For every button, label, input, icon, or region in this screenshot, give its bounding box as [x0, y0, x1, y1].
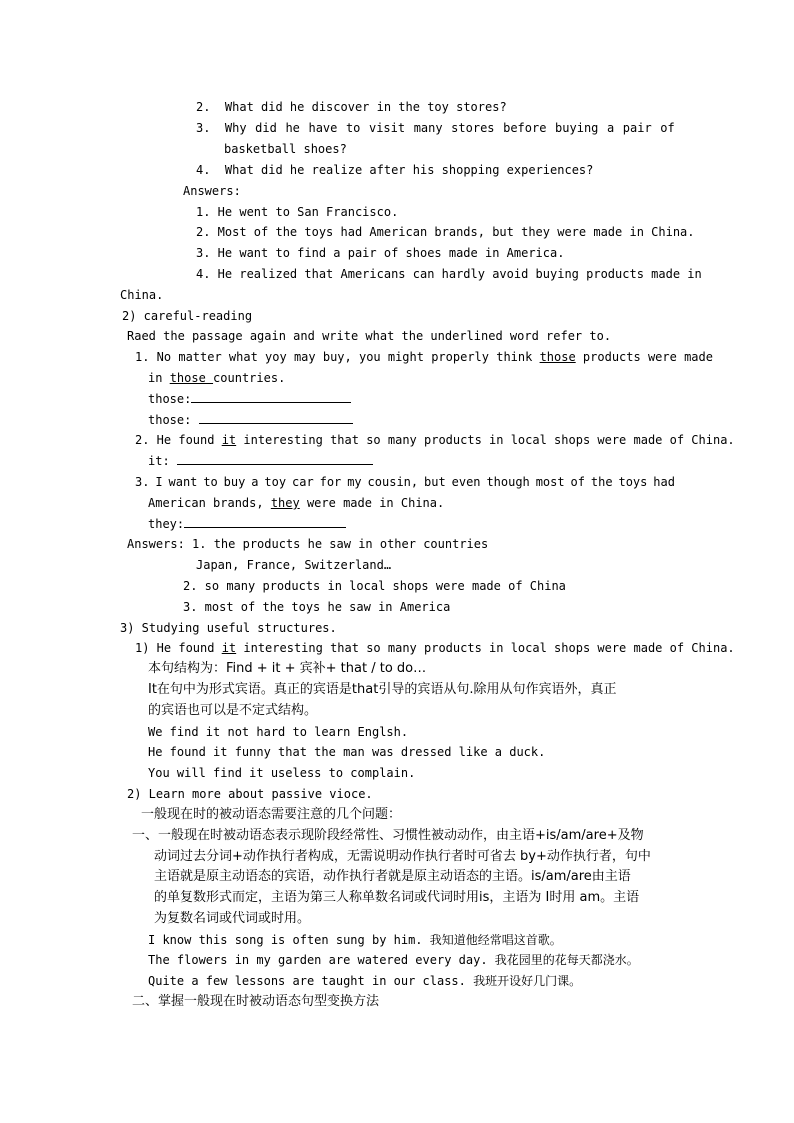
passive-example-3: Quite a few lessons are taught in our class. 我班开设好几门课。 [148, 974, 582, 988]
example-1: We find it not hard to learn Englsh. [148, 725, 409, 739]
answer-blank[interactable] [191, 391, 351, 403]
question-3: 3. Why did he have to visit many stores before buying a pair of [196, 121, 675, 135]
structure-1: 1) He found it interesting that so many products in local shops were made of China. [135, 641, 735, 655]
passive-point-2: 二、掌握一般现在时被动语态句型变换方法 [132, 994, 380, 1009]
cr-answers-3: 3. most of the toys he saw in America [183, 600, 451, 614]
structures-heading: 3) Studying useful structures. [120, 621, 337, 635]
answers-label: Answers: [183, 184, 241, 198]
underlined-word: it [221, 641, 237, 655]
question-3-cont: basketball shoes? [224, 142, 347, 156]
cr-item-3-cont: American brands, they were made in China. [148, 496, 445, 510]
cr-3-field: they: [148, 516, 346, 532]
underlined-word: it [221, 433, 237, 447]
underlined-word: those [169, 371, 214, 385]
answer-blank[interactable] [177, 453, 373, 465]
cr-item-3: 3. I want to buy a toy car for my cousin, but even though most of the toys had [135, 475, 675, 489]
cr-item-1-cont: in those countries. [148, 371, 286, 385]
structure-note: It在句中为形式宾语。真正的宾语是that引导的宾语从句.除用从句作宾语外，真正 [148, 682, 617, 697]
passive-voice-heading: 2) Learn more about passive vioce. [127, 787, 373, 801]
cr-item-1: 1. No matter what yoy may buy, you might properly think those products were made [135, 350, 713, 364]
cr-answers-2: 2. so many products in local shops were made of China [183, 579, 566, 593]
careful-reading-instruction: Raed the passage again and write what the underlined word refer to. [127, 329, 612, 343]
answer-4: 4. He realized that Americans can hardly avoid buying products made in [196, 267, 702, 281]
example-3: You will find it useless to complain. [148, 766, 416, 780]
passive-example-2: The flowers in my garden are watered every day. 我花园里的花每天都浇水。 [148, 953, 639, 967]
passive-point-1-b: 动词过去分词+动作执行者构成，无需说明动作执行者时可省去 by+动作执行者，句中 [154, 849, 651, 864]
answer-1: 1. He went to San Francisco. [196, 205, 399, 219]
passive-intro: 一般现在时的被动语态需要注意的几个问题： [141, 807, 402, 822]
passive-point-1-d: 的单复数形式而定，主语为第三人称单数名词或代词时用is，主语为 I时用 am。主语 [154, 890, 640, 905]
passive-example-1: I know this song is often sung by him. 我知道他经常唱这首歌。 [148, 933, 562, 947]
answer-blank[interactable] [184, 516, 346, 528]
cr-1-field-b: those: [148, 412, 353, 428]
question-2: 2. What did he discover in the toy stores? [196, 100, 507, 114]
answer-3: 3. He want to find a pair of shoes made in America. [196, 246, 565, 260]
underlined-word: those [539, 350, 576, 364]
cr-item-2: 2. He found it interesting that so many products in local shops were made of China. [135, 433, 735, 447]
cr-answers-1: Answers: 1. the products he saw in other countries [127, 537, 489, 551]
cr-1-field-a: those: [148, 391, 351, 407]
underlined-word: they [270, 496, 300, 510]
example-2: He found it funny that the man was dressed like a duck. [148, 745, 546, 759]
answer-2: 2. Most of the toys had American brands, but they were made in China. [196, 225, 695, 239]
question-4: 4. What did he realize after his shopping experiences? [196, 163, 594, 177]
structure-note-cont: 的宾语也可以是不定式结构。 [148, 703, 318, 718]
structure-pattern: 本句结构为：Find + it + 宾补+ that / to do… [148, 661, 427, 676]
passive-point-1-c: 主语就是原主动语态的宾语，动作执行者就是原主动语态的主语。is/am/are由主语 [154, 869, 631, 884]
answer-blank[interactable] [199, 412, 353, 424]
cr-answers-1b: Japan, France, Switzerland… [196, 558, 392, 572]
careful-reading-heading: 2) careful-reading [122, 309, 253, 323]
cr-2-field: it: [148, 453, 373, 469]
passive-point-1-e: 为复数名词或代词或时用。 [154, 911, 311, 926]
passive-point-1: 一、一般现在时被动语态表示现阶段经常性、习惯性被动动作，由主语+is/am/are+及物 [132, 828, 644, 843]
answer-4-cont: China. [120, 288, 164, 302]
